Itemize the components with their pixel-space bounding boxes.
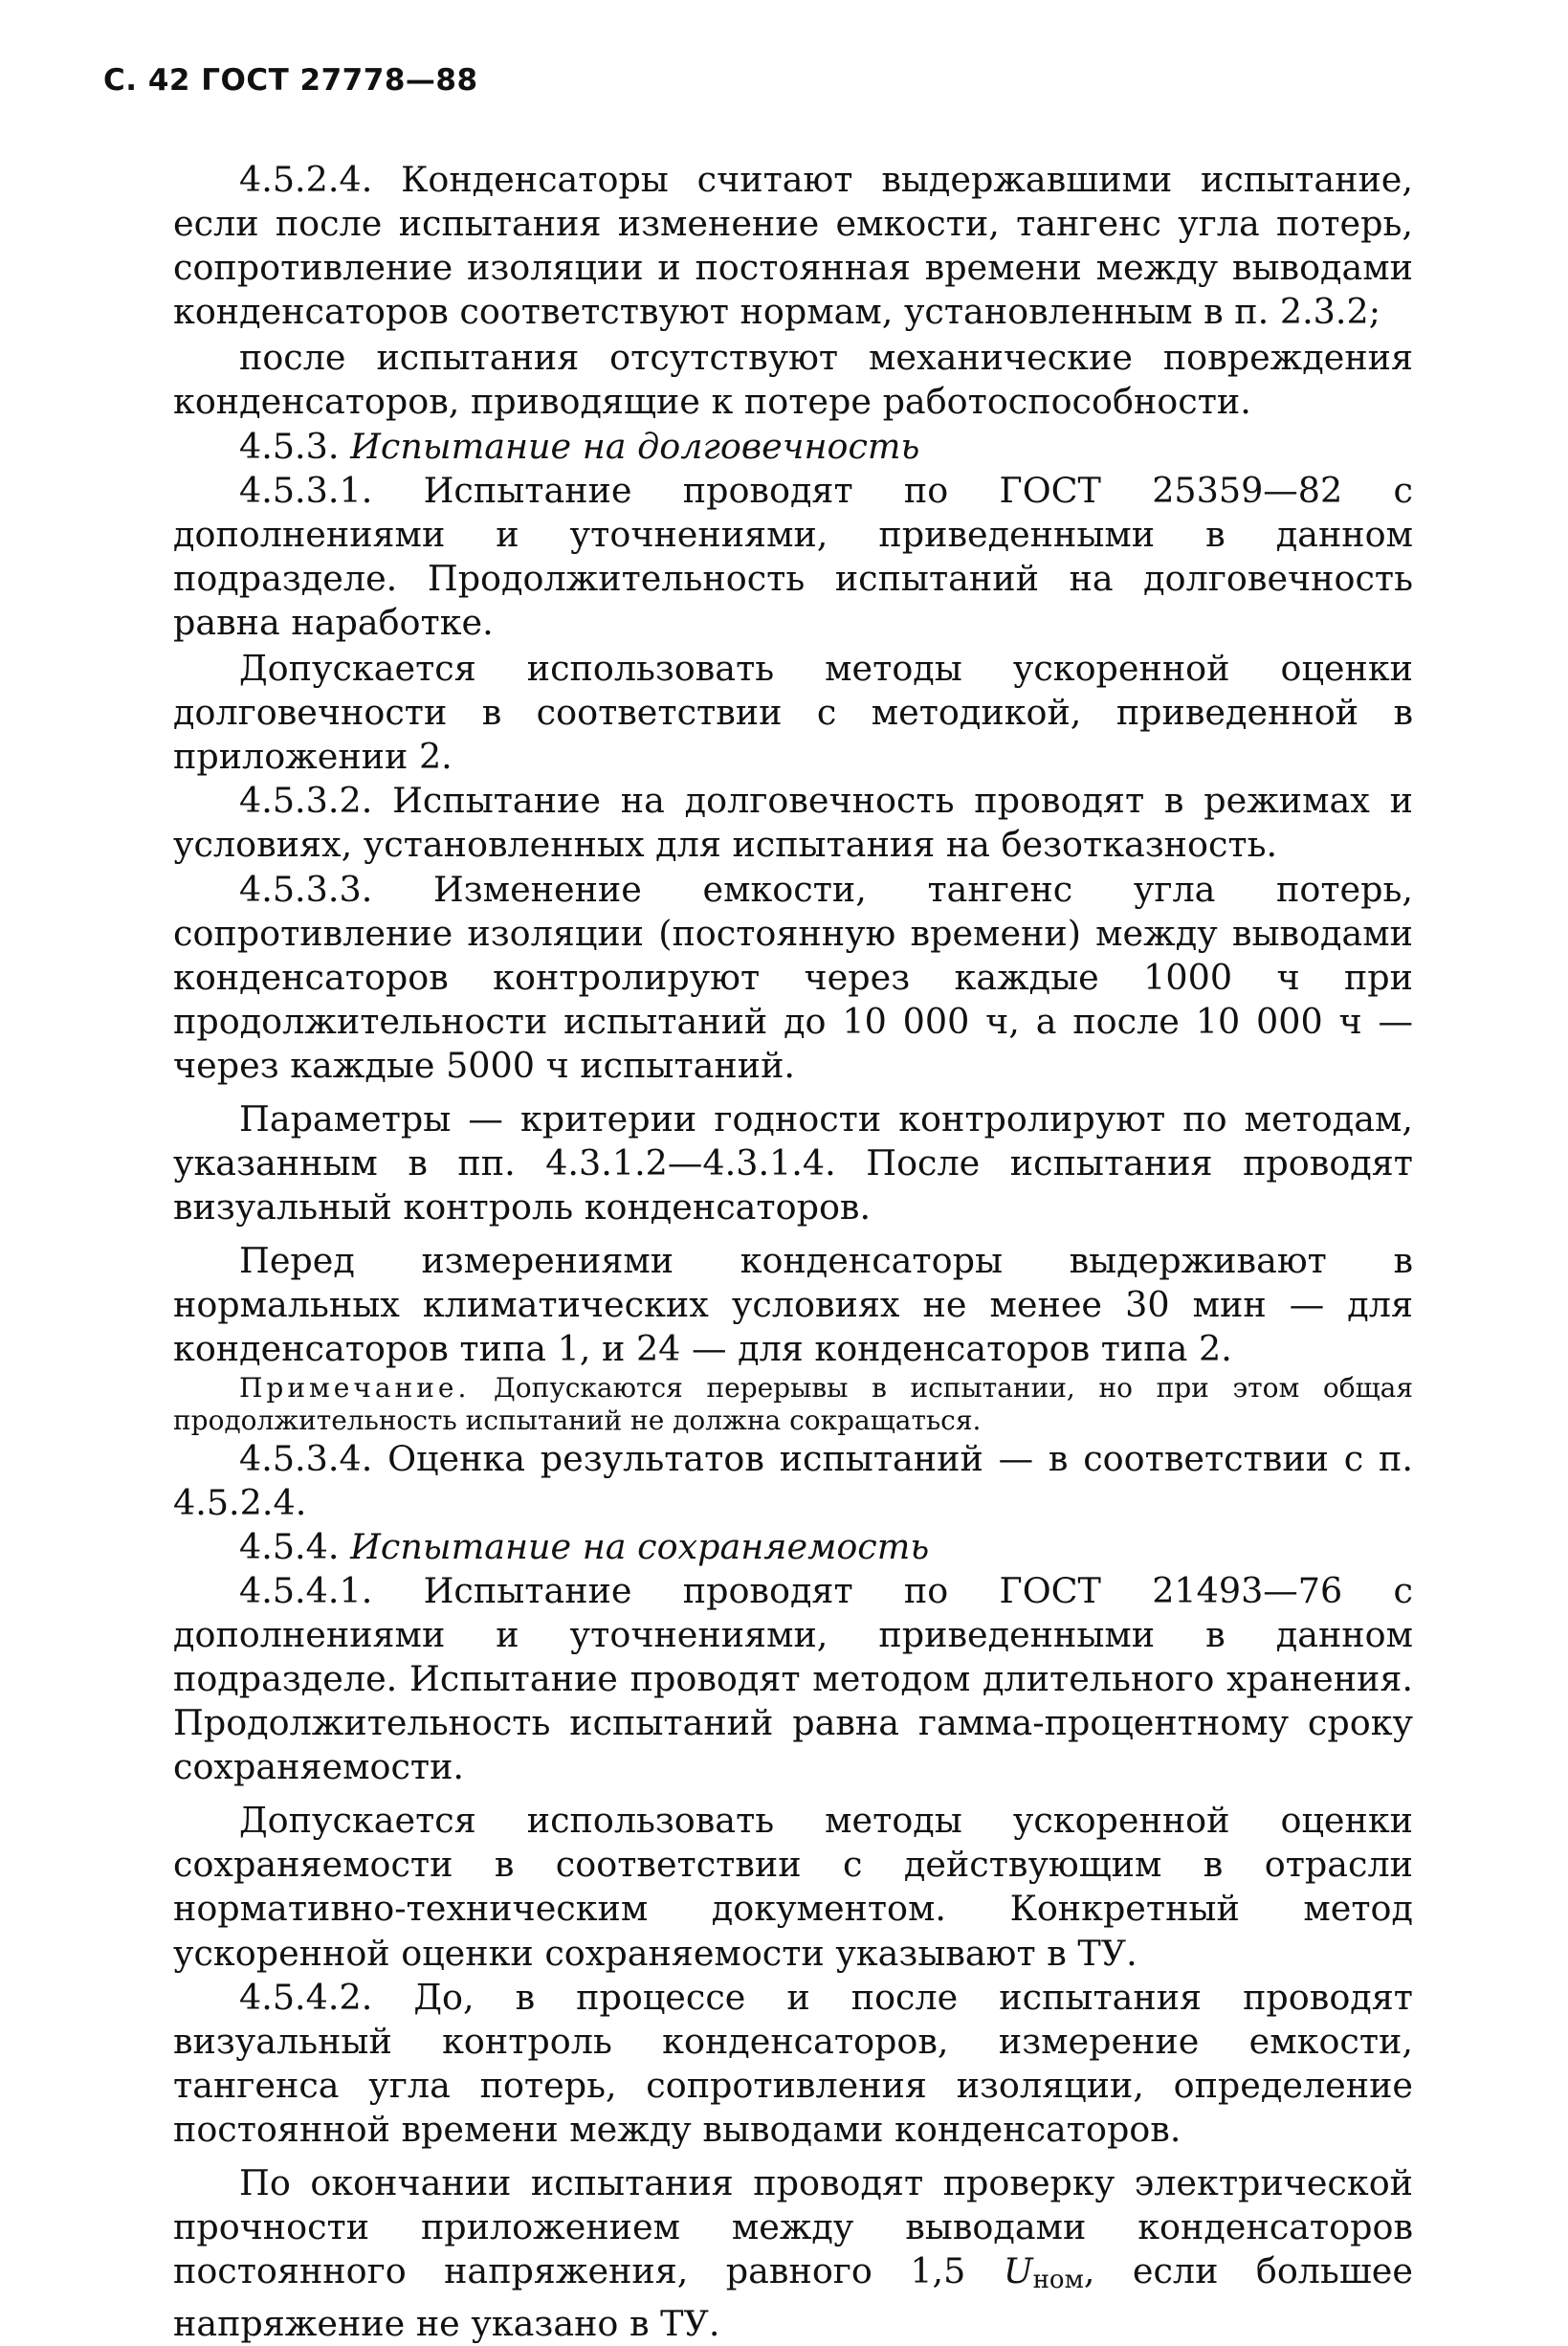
section-number: 4.5.4.	[239, 1525, 340, 1567]
note	[173, 1372, 1413, 1437]
paragraph-4-5-3-1: 4.5.3.1. Испытание проводят по ГОСТ 25359—82 с дополнениями и уточнениями, приведенными в данном подразделе. Продолжительность испытаний на долговечность равна наработке.	[173, 469, 1413, 643]
paragraph-4-5-2-4: 4.5.2.4. Конденсаторы считают выдержавшими испытание, если после испытания изменение емкости, тангенс угла потерь, сопротивление изоляции и постоянная времени между выводами конденсаторов соответствуют нормам, установленным в п. 2.3.2;	[173, 159, 1413, 333]
paragraph-before-measurements: Перед измерениями конденсаторы выдерживают в нормальных климатических условиях не менее 30 мин — для конденсаторов типа 1, и 24 — для конденсаторов типа 2.	[173, 1240, 1413, 1370]
section-heading-durability	[173, 425, 1413, 469]
paragraph-4-5-3-2: 4.5.3.2. Испытание на долговечность проводят в режимах и условиях, установленных для испытания на безотказность.	[173, 780, 1413, 866]
note-label: Примечание.	[239, 1371, 471, 1404]
section-title: Испытание на долговечность	[350, 425, 920, 467]
page-header: С. 42 ГОСТ 27778—88	[103, 63, 478, 98]
document-body	[173, 158, 1413, 2346]
voltage-subscript: ном	[1032, 2266, 1084, 2295]
paragraph-criteria: Параметры — критерии годности контролируют по методам, указанным в пп. 4.3.1.2—4.3.1.4. После испытания проводят визуальный контроль конденсаторов.	[173, 1097, 1413, 1228]
paragraph-4-5-3-3: 4.5.3.3. Изменение емкости, тангенс угла потерь, сопротивление изоляции (постоянную времени) между выводами конденсаторов контролируют через каждые 1000 ч при продолжительности испытаний до 10 000 ч, а после 10 000 ч — через каждые 5000 ч испытаний.	[173, 868, 1413, 1086]
voltage-symbol: U	[1003, 2250, 1033, 2292]
section-heading-storage	[173, 1525, 1413, 1569]
paragraph-text: По окончании испытания проводят проверку электрической прочности приложением между выводами конденсаторов постоянного напряжения, равного 1,5	[173, 2162, 1413, 2292]
paragraph-accelerated-durability: Допускается использовать методы ускоренной оценки долговечности в соответствии с методикой, приведенной в приложении 2.	[173, 648, 1413, 778]
note-text: Допускаются перерывы в испытании, но при этом общая продолжительность испытаний не должна сокращаться.	[173, 1371, 1413, 1436]
paragraph-4-5-4-1: 4.5.4.1. Испытание проводят по ГОСТ 21493—76 с дополнениями и уточнениями, приведенными в данном подразделе. Испытание проводят методом длительного хранения. Продолжительность испытаний равна гамма-процентному сроку сохраняемости.	[173, 1569, 1413, 1788]
paragraph-4-5-3-4: 4.5.3.4. Оценка результатов испытаний — в соответствии с п. 4.5.2.4.	[173, 1437, 1413, 1523]
paragraph-electrical-strength	[173, 2161, 1413, 2346]
section-number: 4.5.3.	[239, 425, 340, 467]
paragraph-no-damage: после испытания отсутствуют механические повреждения конденсаторов, приводящие к потере работоспособности.	[173, 337, 1413, 423]
paragraph-accelerated-storage: Допускается использовать методы ускоренной оценки сохраняемости в соответствии с действующим в отрасли нормативно-техническим документом. Конкретный метод ускоренной оценки сохраняемости указывают в ТУ.	[173, 1800, 1413, 1974]
paragraph-text: , если большее напряжение не указано в ТУ.	[173, 2250, 1413, 2345]
section-title: Испытание на сохраняемость	[350, 1525, 930, 1567]
paragraph-4-5-4-2: 4.5.4.2. До, в процессе и после испытания проводят визуальный контроль конденсаторов, измерение емкости, тангенса угла потерь, сопротивления изоляции, определение постоянной времени между выводами конденсаторов.	[173, 1976, 1413, 2150]
